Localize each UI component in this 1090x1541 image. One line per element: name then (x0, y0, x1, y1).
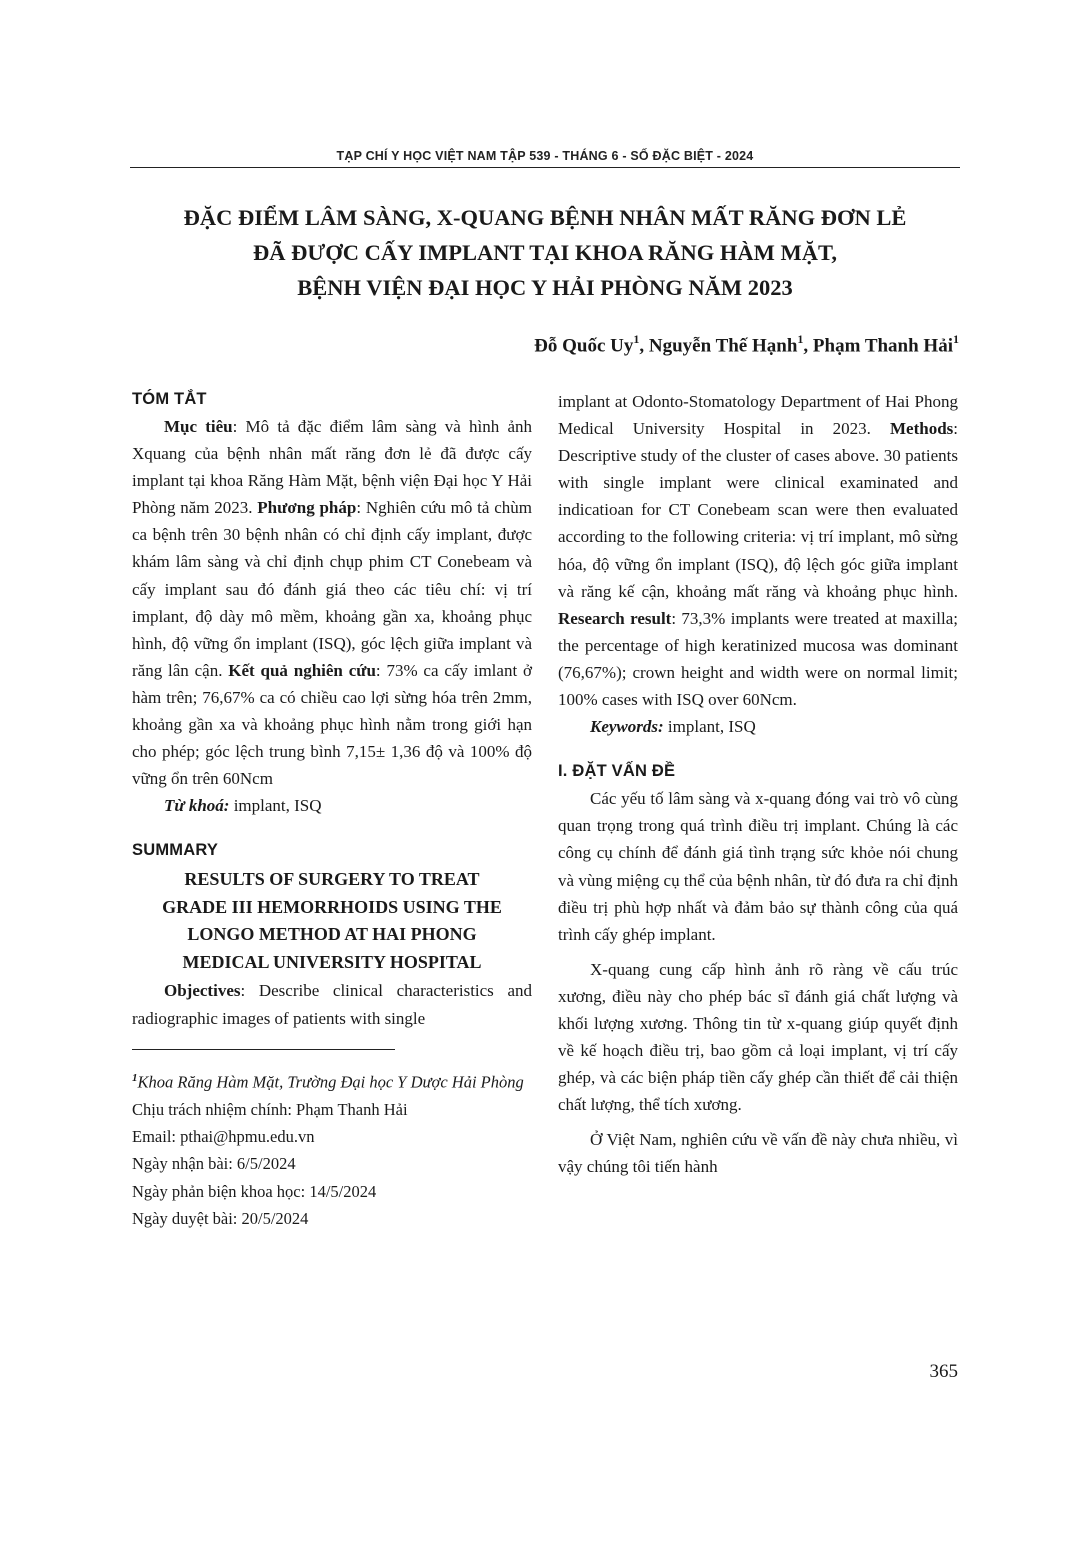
email: Email: pthai@hpmu.edu.vn (132, 1126, 315, 1146)
keywords-label: Keywords: (590, 717, 664, 737)
corresponding-author: Chịu trách nhiệm chính: Phạm Thanh Hải (132, 1099, 408, 1119)
result-text: : 73% ca cấy imlant ở hàm trên; 76,67% ca có chiều cao lợi sừng hóa trên 2mm, khoảng gần xa và khoảng phục hình nằm trong giới hạn cho phép; góc lệch trung bình 7,15± 1,36 độ và 100% độ vững ổn trên 60Ncm (132, 660, 532, 789)
author-affiliation-mark: 1 (633, 332, 640, 346)
intro-paragraph: X-quang cung cấp hình ảnh rõ ràng về cấu trúc xương, điều này cho phép bác sĩ đánh giá chất lượng và khối lượng xương. Thông tin từ x-quang giúp quyết định về kế hoạch điều trị, bao gồm cả loại implant, vị trí cấy ghép, và các biện pháp tiền cấy ghép cần thiết để cải thiện chất lượng, thể tích xương. (558, 959, 958, 1115)
affiliation-mark: 1 (132, 1071, 138, 1084)
footnote-divider (132, 1049, 395, 1050)
author-affiliation-mark: 1 (953, 332, 959, 346)
english-title (132, 866, 532, 976)
footnote-affiliation (132, 1065, 532, 1096)
methods-label: Methods (889, 419, 954, 439)
methods-text: : Descriptive study of the cluster of cases above. 30 patients with single implant were clinical examinated and indicatioan for CT Conebeam scan were then evaluated according to the following criteria: vị trí implant, mô sừng hóa, độ vững ổn implant (ISQ), độ lệch góc giữa implant và răng kế cận, khoảng mất răng và khoảng phục hình. (558, 419, 958, 601)
author-name: Nguyễn Thế Hạnh (648, 335, 798, 357)
keywords-label: Từ khoá: (164, 796, 230, 816)
objective-text: : Mô tả đặc điểm lâm sàng và hình ảnh Xquang của bệnh nhân mất răng đơn lẻ đã được cấy implant tại khoa Răng Hàm Mặt, bệnh viện Đại học Y Hải Phòng năm 2023. (132, 417, 532, 518)
english-title-line: RESULTS OF SURGERY TO TREAT (184, 869, 480, 890)
date-accepted: Ngày duyệt bài: 20/5/2024 (132, 1209, 309, 1229)
keywords-en (558, 713, 958, 740)
right-column (558, 388, 958, 1181)
abstract-en-paragraph-start (132, 977, 532, 1031)
date-reviewed: Ngày phản biện khoa học: 14/5/2024 (132, 1181, 377, 1201)
header-divider (130, 167, 960, 168)
date-received: Ngày nhận bài: 6/5/2024 (132, 1154, 296, 1174)
abstract-en-paragraph-cont (558, 388, 958, 713)
abstract-vi-paragraph (132, 413, 532, 792)
affiliation-text: Khoa Răng Hàm Mặt, Trường Đại học Y Dược Hải Phòng (137, 1072, 524, 1092)
author-name: Đỗ Quốc Uy (534, 335, 634, 357)
article-title (130, 200, 960, 305)
method-text: : Nghiên cứu mô tả chùm ca bệnh trên 30 bệnh nhân có chỉ định cấy implant, được khám lâm sàng và chỉ định chụp phim CT Conebeam và cấy implant sau đó đánh giá theo các tiêu chí: vị trí implant, độ dày mô mềm, khoảng gần xa, khoảng phục hình, độ vững ổn implant (ISQ), góc lệch giữa implant và răng lân cận. (132, 498, 532, 680)
intro-paragraph: Ở Việt Nam, nghiên cứu về vấn đề này chưa nhiều, vì vậy chúng tôi tiến hành (558, 1130, 958, 1177)
intro-paragraph: Các yếu tố lâm sàng và x-quang đóng vai trò vô cùng quan trọng trong quá trình điều trị implant. Chúng là các công cụ chính để đánh giá tình trạng sức khỏe nói chung và vùng miệng cụ thể của bệnh nhân, từ đó đưa ra chỉ định điều trị phù hợp nhất và đảm bảo sự thành công của quá trình cấy ghép implant. (558, 789, 958, 944)
author-separator: , (803, 335, 813, 357)
objectives-text-cont: implant at Odonto-Stomatology Department of Hai Phong Medical University Hospital in 2023. (558, 392, 958, 439)
english-title-line: LONGO METHOD AT HAI PHONG (187, 924, 477, 945)
keywords-text: implant, ISQ (663, 717, 756, 737)
english-title-line: GRADE III HEMORRHOIDS USING THE (162, 896, 502, 917)
abstract-en-heading: SUMMARY (132, 841, 219, 860)
intro-heading: I. ĐẶT VẤN ĐỀ (558, 762, 676, 781)
method-label: Phương pháp (257, 498, 357, 518)
footnote (132, 1065, 532, 1233)
author-affiliation-mark: 1 (797, 332, 804, 346)
abstract-vi-heading: TÓM TẮT (132, 390, 207, 408)
title-line: ĐÃ ĐƯỢC CẤY IMPLANT TẠI KHOA RĂNG HÀM MẶT, (253, 240, 837, 265)
result-label: Kết quả nghiên cứu (228, 660, 376, 680)
title-line: BỆNH VIỆN ĐẠI HỌC Y HẢI PHÒNG NĂM 2023 (297, 275, 793, 300)
objective-label: Mục tiêu (164, 417, 233, 436)
keywords-text: implant, ISQ (229, 796, 322, 816)
objectives-text: : Describe clinical characteristics and radiographic images of patients with single (132, 981, 532, 1028)
english-title-line: MEDICAL UNIVERSITY HOSPITAL (182, 951, 482, 972)
objectives-label: Objectives (164, 981, 241, 1001)
title-line: ĐẶC ĐIỂM LÂM SÀNG, X-QUANG BỆNH NHÂN MẤT RĂNG ĐƠN LẺ (183, 205, 907, 230)
research-result-label: Research result (558, 608, 672, 628)
author-name: Phạm Thanh Hải (812, 335, 953, 357)
keywords-vi (132, 792, 532, 819)
author-list (534, 333, 959, 357)
research-result-text: : 73,3% implants were treated at maxilla; the percentage of high keratinized mucosa was dominant (76,67%); crown height and width were on normal limit; 100% cases with ISQ over 60Ncm. (558, 608, 959, 710)
author-separator: , (639, 335, 649, 357)
page-number: 365 (929, 1361, 958, 1382)
journal-header: TẠP CHÍ Y HỌC VIỆT NAM TẬP 539 - THÁNG 6 - SỐ ĐẶC BIỆT - 2024 (336, 149, 754, 163)
left-column (132, 386, 532, 1233)
